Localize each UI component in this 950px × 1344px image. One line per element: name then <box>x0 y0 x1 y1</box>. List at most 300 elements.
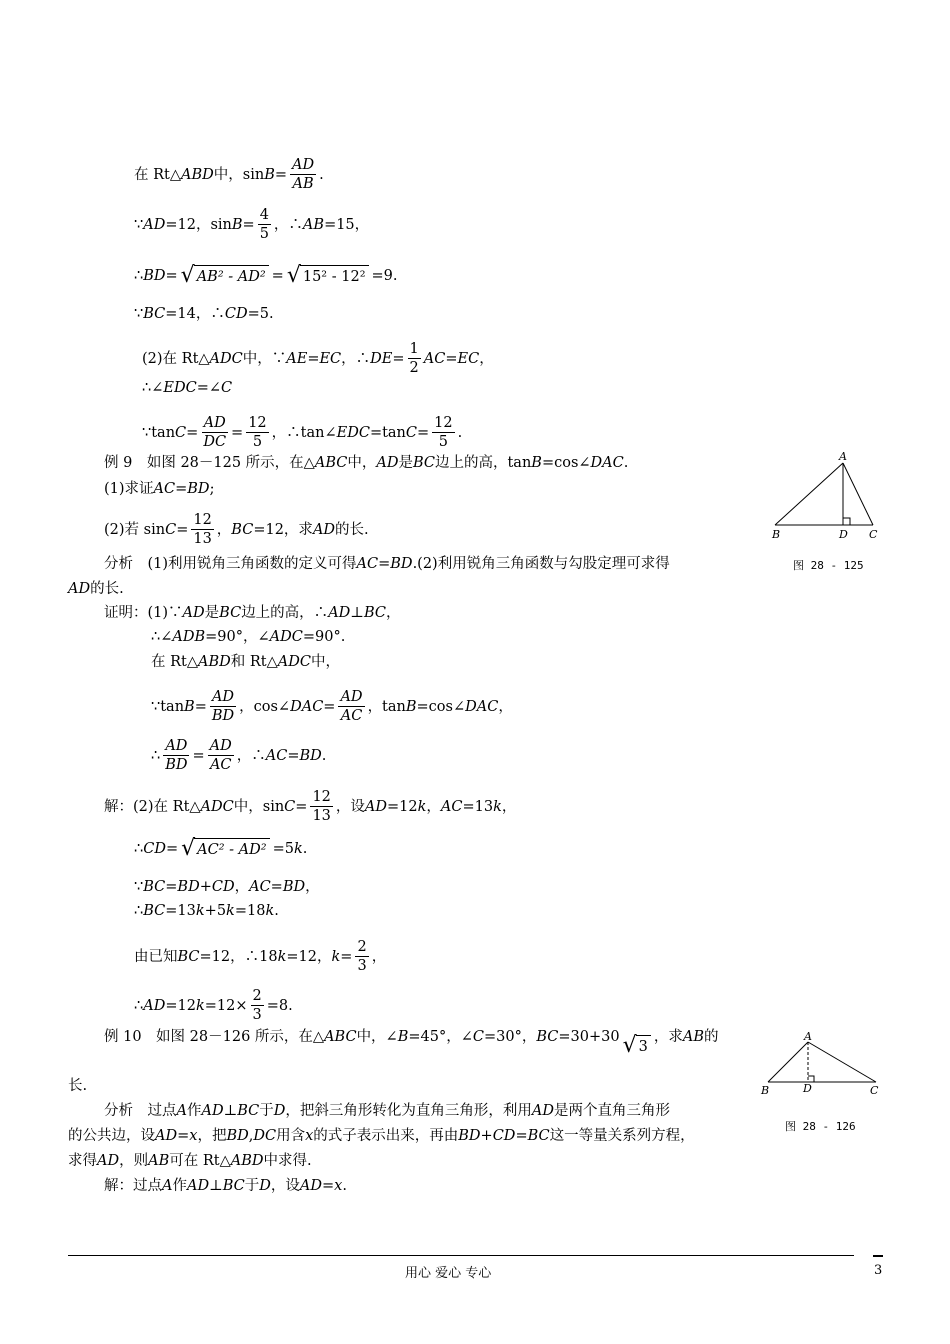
text: DAC <box>465 698 499 715</box>
text: ， <box>305 879 320 895</box>
text: ∴∠ <box>151 629 173 645</box>
text: ，设 <box>270 1178 300 1194</box>
text: B <box>405 698 417 715</box>
text: ADC <box>200 798 234 815</box>
line-9 <box>104 478 214 500</box>
text: =5. <box>247 306 274 322</box>
denominator: BD <box>211 708 235 724</box>
line-17 <box>151 737 326 774</box>
text: AD <box>97 1153 120 1169</box>
text: . <box>457 424 463 441</box>
line-19 <box>134 838 307 860</box>
text: ADB <box>172 629 206 645</box>
footer-text: 用心 爱心 专心 <box>405 1266 492 1281</box>
text: =∠ <box>196 380 221 396</box>
edge-ac <box>808 1042 876 1082</box>
text: 于 <box>244 1178 260 1194</box>
text: ABD <box>181 166 214 183</box>
text: =12，∴18 <box>199 948 278 965</box>
text: 作 <box>186 1103 202 1119</box>
line-11 <box>104 553 670 575</box>
text: AD <box>201 1103 224 1119</box>
label-a: A <box>804 1030 812 1043</box>
text: B <box>531 455 542 471</box>
text: 的 <box>703 1029 719 1045</box>
text: ∴ <box>134 268 144 284</box>
text: = <box>287 747 300 764</box>
text: AD <box>312 521 336 538</box>
text: =5 <box>272 841 294 857</box>
text: =15， <box>324 216 370 233</box>
text: BC <box>143 879 166 895</box>
text: ∴∠ <box>142 380 164 396</box>
text: AD <box>376 455 399 471</box>
denominator: AC <box>340 708 363 724</box>
text: EC <box>457 350 480 367</box>
text: =12 <box>165 997 196 1014</box>
text: BD <box>282 879 306 895</box>
denominator: AB <box>292 176 314 192</box>
text: AD <box>328 605 351 621</box>
numerator: AD <box>292 157 315 173</box>
text: ⊥ <box>223 1103 238 1119</box>
text: =13 <box>462 798 494 815</box>
text: =13 <box>165 903 196 919</box>
text: AC <box>423 350 446 367</box>
text: ，求 <box>653 1029 683 1045</box>
denominator: 13 <box>312 808 331 824</box>
text: BC <box>412 455 435 471</box>
text: 在 Rt△ <box>151 654 199 670</box>
text: AB <box>682 1029 704 1045</box>
line-29 <box>104 1175 347 1197</box>
text: 的长. <box>335 521 369 538</box>
text: ∴ <box>134 841 144 857</box>
text: BD <box>299 747 322 764</box>
text: +5 <box>204 903 227 919</box>
text: 求得 <box>68 1153 97 1169</box>
text: 中， <box>311 654 340 670</box>
text: BC <box>219 605 242 621</box>
radical-icon: √ <box>180 263 195 288</box>
line-27 <box>68 1125 695 1147</box>
text: k <box>277 948 287 965</box>
denominator: BD <box>165 757 188 773</box>
text: BC <box>143 903 166 919</box>
radicand: 3 <box>636 1035 651 1057</box>
text: ， <box>426 798 441 815</box>
text: BC <box>222 1178 245 1194</box>
denominator: 5 <box>259 226 269 242</box>
numerator: 12 <box>248 415 267 431</box>
text: ADC <box>209 350 243 367</box>
text: =12× <box>204 997 248 1014</box>
text: BC <box>231 521 254 538</box>
text: x <box>189 1128 198 1144</box>
line-14 <box>151 626 345 648</box>
text: = <box>194 698 207 715</box>
text: = <box>295 798 308 815</box>
text: AD <box>182 605 205 621</box>
text: AD <box>155 1128 178 1144</box>
text: = <box>192 747 205 764</box>
text: 在 Rt△ <box>134 166 182 183</box>
text: 边上的高，tan <box>434 455 532 471</box>
radicand: AC² - AD² <box>194 838 269 860</box>
radical-icon: √ <box>286 263 301 288</box>
text: C <box>405 424 418 441</box>
text: k <box>195 997 205 1014</box>
text: 是 <box>398 455 413 471</box>
figure-28-126 <box>758 1030 888 1100</box>
text: B <box>264 166 275 183</box>
numerator: AD <box>340 689 363 705</box>
text: ， <box>385 605 401 621</box>
text: BD <box>390 556 413 572</box>
numerator: AD <box>209 738 232 754</box>
text: EC <box>319 350 342 367</box>
text: . <box>302 841 308 857</box>
text: ADC <box>277 654 311 670</box>
label-d: D <box>803 1082 812 1095</box>
text: ， <box>371 948 387 965</box>
text: . <box>319 166 324 183</box>
text: 这一等量关系列方程， <box>549 1128 695 1144</box>
text: = <box>165 841 179 857</box>
radicand: AB² - AD² <box>194 265 269 287</box>
text: =45°，∠ <box>408 1029 473 1045</box>
text: =12 <box>387 798 418 815</box>
text: C <box>175 424 187 441</box>
line-18 <box>104 788 516 825</box>
text: BC <box>527 1128 550 1144</box>
fraction <box>246 414 268 451</box>
text: = <box>340 948 353 965</box>
line-28 <box>68 1150 312 1172</box>
text: = <box>307 350 320 367</box>
text: ，∴ <box>341 350 371 367</box>
text: . <box>623 455 629 471</box>
label-a: A <box>839 450 847 463</box>
text: 于 <box>259 1103 274 1119</box>
text: AC <box>440 798 463 815</box>
text: =18 <box>234 903 266 919</box>
line-24 <box>104 1026 719 1058</box>
text: ; <box>209 481 215 497</box>
text: BD <box>458 1128 481 1144</box>
text: 中，sin <box>233 798 285 815</box>
text: 是两个直角三角形 <box>554 1103 671 1119</box>
text: AC <box>153 481 176 497</box>
text: ⊥ <box>209 1178 223 1194</box>
text: 是 <box>204 605 220 621</box>
text: = <box>175 481 188 497</box>
text: AC <box>265 747 288 764</box>
text: =12，求 <box>253 521 313 538</box>
text: B <box>397 1029 409 1045</box>
numerator: 12 <box>312 789 331 805</box>
text: ，cos∠ <box>239 698 291 715</box>
denominator: 13 <box>193 531 212 547</box>
text: AD <box>364 798 387 815</box>
numerator: 2 <box>252 988 262 1004</box>
edge-ab <box>775 463 843 525</box>
figure-caption: 图 28 - 125 <box>793 559 864 572</box>
text: ABD <box>198 654 231 670</box>
text: 证明：(1)∵ <box>104 605 183 621</box>
text: =12， <box>286 948 332 965</box>
text: = <box>392 350 405 367</box>
text: BC <box>237 1103 260 1119</box>
text: + <box>480 1128 493 1144</box>
label-c: C <box>869 528 878 541</box>
line-3 <box>134 265 398 287</box>
text: AD <box>531 1103 555 1119</box>
denominator: 3 <box>357 958 367 974</box>
fraction <box>290 156 316 193</box>
text: ，tan <box>367 698 406 715</box>
text: =cos∠ <box>541 455 591 471</box>
edge-ab <box>768 1042 808 1082</box>
text: 中， <box>347 455 377 471</box>
fraction <box>355 938 368 975</box>
text: 例 10 如图 28－126 所示，在△ <box>104 1029 325 1045</box>
radical-icon: √ <box>622 1033 637 1058</box>
text: 作 <box>172 1178 187 1194</box>
text: 分析 (1)利用锐角三角函数的定义可得 <box>104 556 357 572</box>
text: D <box>273 1103 286 1119</box>
line-25 <box>68 1075 87 1097</box>
text: ，把斜三角形转化为直角三角形，利用 <box>285 1103 532 1119</box>
line-15 <box>151 651 340 673</box>
numerator: AD <box>211 689 235 705</box>
denominator: 5 <box>252 434 263 450</box>
line-7 <box>142 414 462 451</box>
line-1 <box>134 156 324 193</box>
text: = <box>242 216 255 233</box>
square-root <box>287 265 369 287</box>
text: k <box>226 903 235 919</box>
denominator: 2 <box>409 360 419 376</box>
text: .(2)利用锐角三角函数与勾股定理可求得 <box>412 556 670 572</box>
text: =tan <box>369 424 406 441</box>
text: AD <box>186 1178 210 1194</box>
line-6 <box>142 377 232 399</box>
text: 例 9 如图 28－125 所示，在△ <box>104 455 315 471</box>
text: BD <box>177 879 200 895</box>
text: BD <box>226 1128 249 1144</box>
text: AD <box>299 1178 323 1194</box>
text: ∵ <box>134 216 144 233</box>
text: =cos∠ <box>416 698 466 715</box>
square-root <box>623 1035 651 1057</box>
line-26 <box>104 1100 670 1122</box>
text: =8. <box>266 997 293 1014</box>
text: DAC <box>290 698 324 715</box>
text: BC <box>177 948 200 965</box>
fraction <box>408 340 421 377</box>
text: = <box>231 424 244 441</box>
text: ⊥ <box>350 605 364 621</box>
text: ，∴ <box>236 747 266 764</box>
text: = <box>270 879 283 895</box>
text: 分析 过点 <box>104 1103 177 1119</box>
numerator: AD <box>203 415 226 431</box>
text: 中，∵ <box>242 350 287 367</box>
fraction <box>251 987 264 1024</box>
text: 中求得. <box>263 1153 312 1169</box>
text: 解：过点 <box>104 1178 162 1194</box>
text: BC <box>363 605 386 621</box>
fraction <box>310 788 332 825</box>
text: DC <box>253 1128 277 1144</box>
line-2 <box>134 206 369 243</box>
figure-caption: 图 28 - 126 <box>785 1120 856 1133</box>
fraction <box>258 206 271 243</box>
text: 解：(2)在 Rt△ <box>104 798 201 815</box>
text: DAC <box>590 455 624 471</box>
figure-28-125 <box>765 447 885 542</box>
text: ， <box>216 521 232 538</box>
text: EDC <box>336 424 370 441</box>
text: (1)求证 <box>104 481 154 497</box>
text: C <box>472 1029 484 1045</box>
fraction <box>432 414 454 451</box>
text: ABD <box>230 1153 264 1169</box>
text: (2)若 sin <box>104 521 166 538</box>
numerator: AD <box>165 738 188 754</box>
text: ， <box>498 698 513 715</box>
text: DE <box>370 350 393 367</box>
text: B <box>184 698 195 715</box>
text: ∴ <box>134 997 144 1014</box>
line-21 <box>134 900 279 922</box>
text: k <box>265 903 275 919</box>
numerator: 1 <box>409 341 419 357</box>
text: C <box>165 521 177 538</box>
text: ，∴tan∠ <box>271 424 337 441</box>
line-10 <box>104 511 369 548</box>
page-number: 3 <box>874 1263 883 1278</box>
footer-rule <box>68 1255 854 1256</box>
text: = <box>378 556 391 572</box>
text: ABC <box>314 455 348 471</box>
line-23 <box>134 987 293 1024</box>
text: x <box>334 1178 343 1194</box>
text: . <box>274 903 279 919</box>
text: ∵tan <box>151 698 185 715</box>
text: . <box>342 1178 347 1194</box>
text: ，把 <box>197 1128 227 1144</box>
label-b: B <box>772 528 781 541</box>
text: (2)在 Rt△ <box>142 350 210 367</box>
text: 中，sin <box>213 166 265 183</box>
text: =9. <box>371 268 398 284</box>
radical-icon: √ <box>181 836 196 861</box>
denominator: AC <box>209 757 232 773</box>
text: A <box>176 1103 187 1119</box>
square-root <box>181 838 269 860</box>
text: 中，∠ <box>356 1029 398 1045</box>
text: =30°， <box>483 1029 537 1045</box>
text: , <box>248 1128 254 1144</box>
fraction <box>208 737 234 774</box>
text: AD <box>143 216 166 233</box>
text: CD <box>492 1128 516 1144</box>
line-16 <box>151 688 513 725</box>
right-angle-mark <box>843 518 850 525</box>
text: 的式子表示出来，再由 <box>313 1128 459 1144</box>
numerator: 12 <box>193 512 212 528</box>
text: k <box>493 798 502 815</box>
text: ， <box>234 879 250 895</box>
edge-ac <box>843 463 873 525</box>
text: BD <box>187 481 210 497</box>
page-number-rule <box>873 1255 883 1257</box>
denominator: 3 <box>252 1007 262 1023</box>
text: k <box>331 948 341 965</box>
text: = <box>445 350 458 367</box>
text: 的公共边，设 <box>68 1128 155 1144</box>
line-20 <box>134 876 320 898</box>
text: =12，sin <box>165 216 232 233</box>
text: CD <box>224 306 248 322</box>
text: AC <box>249 879 271 895</box>
text: 可在 Rt△ <box>169 1153 231 1169</box>
text: ∴ <box>151 747 161 764</box>
fraction <box>163 737 189 774</box>
label-b: B <box>761 1084 770 1097</box>
text: ADC <box>269 629 303 645</box>
text: AD <box>143 997 166 1014</box>
denominator: 5 <box>438 434 449 450</box>
text: ∵ <box>134 879 144 895</box>
line-22 <box>134 938 386 975</box>
text: = <box>323 698 336 715</box>
text: C <box>284 798 296 815</box>
text: BD <box>143 268 166 284</box>
text: AC <box>356 556 379 572</box>
text: AD <box>68 581 91 597</box>
text: x <box>305 1128 314 1144</box>
text: =30+30 <box>558 1029 620 1045</box>
square-root <box>181 265 269 287</box>
text: = <box>176 521 189 538</box>
text: ∴ <box>134 903 144 919</box>
text: 用含 <box>276 1128 306 1144</box>
line-5 <box>142 340 494 377</box>
text: = <box>271 268 284 284</box>
text: = <box>274 166 288 183</box>
line-13 <box>104 602 400 624</box>
text: BC <box>536 1029 559 1045</box>
numerator: 2 <box>357 939 367 955</box>
text: 由已知 <box>134 948 178 965</box>
label-c: C <box>870 1084 879 1097</box>
numerator: 4 <box>259 207 269 223</box>
text: =90°. <box>302 629 346 645</box>
text: 边上的高，∴ <box>241 605 329 621</box>
text: = <box>186 424 199 441</box>
text: D <box>259 1178 271 1194</box>
text: . <box>321 747 327 764</box>
text: k <box>417 798 427 815</box>
text: =14，∴ <box>165 306 225 322</box>
text: ∵ <box>134 306 144 322</box>
text: = <box>165 268 178 284</box>
line-12 <box>68 578 124 600</box>
denominator: DC <box>203 434 227 450</box>
